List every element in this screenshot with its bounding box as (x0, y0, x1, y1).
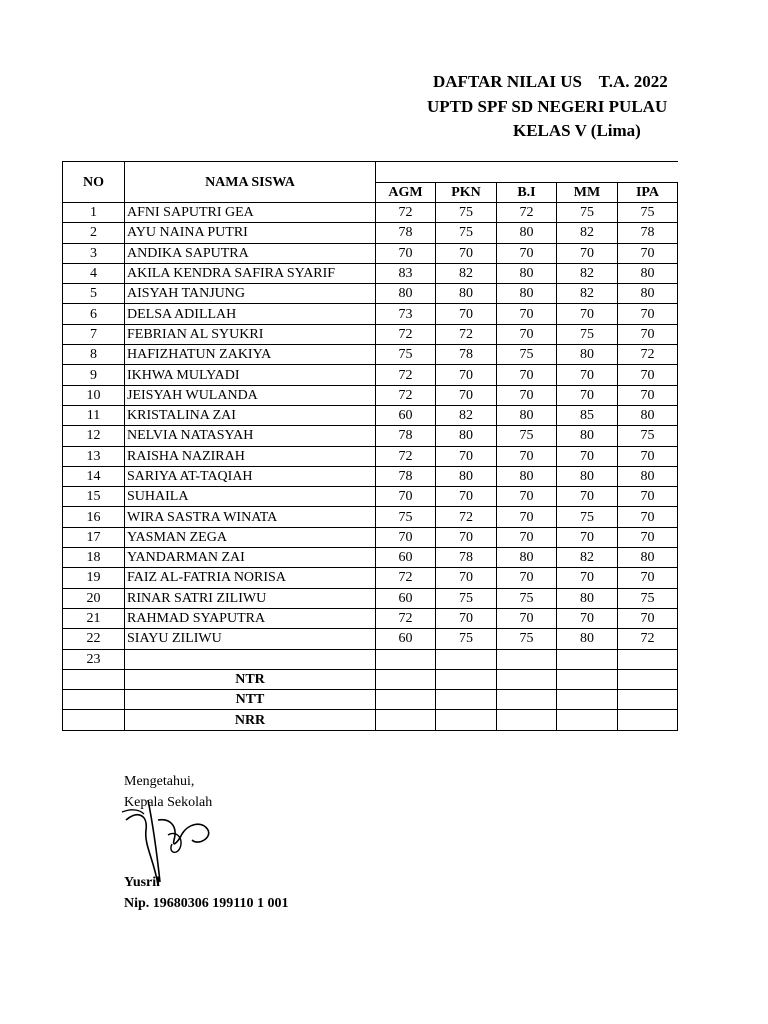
score-cell: 80 (497, 548, 557, 568)
score-cell: 78 (436, 345, 497, 365)
summary-cell (436, 690, 497, 710)
table-row (63, 629, 678, 649)
table-row (63, 223, 678, 243)
score-cell: 82 (557, 548, 618, 568)
score-cell: 80 (497, 405, 557, 425)
score-cell: 75 (557, 324, 618, 344)
student-name: HAFIZHATUN ZAKIYA (125, 345, 376, 365)
score-cell: 70 (618, 507, 678, 527)
table-row (63, 263, 678, 283)
summary-cell (436, 669, 497, 689)
score-cell (618, 649, 678, 669)
score-cell (557, 649, 618, 669)
score-cell: 70 (497, 487, 557, 507)
summary-cell (376, 690, 436, 710)
score-cell: 70 (436, 385, 497, 405)
score-cell: 82 (557, 284, 618, 304)
table-row (63, 243, 678, 263)
score-cell: 70 (376, 487, 436, 507)
student-name: SIAYU ZILIWU (125, 629, 376, 649)
summary-cell (376, 710, 436, 730)
score-cell: 60 (376, 588, 436, 608)
score-cell: 72 (618, 629, 678, 649)
score-cell: 60 (376, 548, 436, 568)
score-cell: 82 (557, 263, 618, 283)
score-cell: 80 (497, 284, 557, 304)
student-name: WIRA SASTRA WINATA (125, 507, 376, 527)
score-cell: 70 (497, 568, 557, 588)
score-cell: 70 (557, 304, 618, 324)
score-cell: 78 (376, 223, 436, 243)
score-cell: 80 (618, 405, 678, 425)
score-cell: 75 (376, 507, 436, 527)
score-cell: 70 (618, 527, 678, 547)
score-cell: 70 (436, 608, 497, 628)
score-cell: 70 (557, 243, 618, 263)
summary-cell (557, 710, 618, 730)
summary-cell (497, 690, 557, 710)
student-name: NELVIA NATASYAH (125, 426, 376, 446)
row-number: 3 (63, 243, 125, 263)
score-cell: 80 (557, 345, 618, 365)
score-cell: 75 (436, 588, 497, 608)
score-cell: 70 (497, 507, 557, 527)
summary-label: NTT (125, 690, 376, 710)
table-row (63, 487, 678, 507)
header-subject: IPA (618, 183, 678, 203)
score-cell: 73 (376, 304, 436, 324)
table-row (63, 365, 678, 385)
score-cell: 78 (376, 466, 436, 486)
score-cell: 70 (557, 568, 618, 588)
row-number: 18 (63, 548, 125, 568)
score-cell: 75 (618, 426, 678, 446)
score-cell: 70 (618, 365, 678, 385)
score-cell: 80 (497, 223, 557, 243)
row-number: 5 (63, 284, 125, 304)
score-cell: 70 (497, 304, 557, 324)
score-cell: 72 (376, 446, 436, 466)
row-number: 2 (63, 223, 125, 243)
row-number: 17 (63, 527, 125, 547)
row-number: 9 (63, 365, 125, 385)
row-number: 23 (63, 649, 125, 669)
table-row (63, 324, 678, 344)
student-name: YASMAN ZEGA (125, 527, 376, 547)
header-no: NO (63, 162, 125, 203)
summary-blank (63, 669, 125, 689)
score-cell: 70 (557, 487, 618, 507)
score-cell: 80 (618, 548, 678, 568)
row-number: 12 (63, 426, 125, 446)
row-number: 21 (63, 608, 125, 628)
student-name: ANDIKA SAPUTRA (125, 243, 376, 263)
score-cell: 83 (376, 263, 436, 283)
score-cell: 72 (618, 345, 678, 365)
score-cell: 70 (436, 304, 497, 324)
student-name: FAIZ AL-FATRIA NORISA (125, 568, 376, 588)
student-name: IKHWA MULYADI (125, 365, 376, 385)
score-cell: 75 (557, 203, 618, 223)
student-name: RAISHA NAZIRAH (125, 446, 376, 466)
score-cell: 80 (618, 466, 678, 486)
summary-cell (376, 669, 436, 689)
summary-row (63, 669, 678, 689)
row-number: 1 (63, 203, 125, 223)
row-number: 6 (63, 304, 125, 324)
score-cell: 70 (618, 304, 678, 324)
score-cell (497, 649, 557, 669)
table-row (63, 649, 678, 669)
score-cell: 72 (436, 324, 497, 344)
score-cell: 75 (436, 629, 497, 649)
score-cell: 70 (618, 385, 678, 405)
score-cell: 80 (376, 284, 436, 304)
score-cell: 75 (497, 345, 557, 365)
student-name: AKILA KENDRA SAFIRA SYARIF (125, 263, 376, 283)
score-cell: 80 (497, 466, 557, 486)
score-cell: 70 (557, 365, 618, 385)
score-cell: 80 (436, 426, 497, 446)
row-number: 19 (63, 568, 125, 588)
score-cell: 78 (618, 223, 678, 243)
score-cell: 70 (497, 608, 557, 628)
principal-nip: Nip. 19680306 199110 1 001 (124, 896, 289, 911)
score-cell: 70 (376, 527, 436, 547)
score-cell: 72 (376, 203, 436, 223)
score-cell: 75 (557, 507, 618, 527)
table-row (63, 466, 678, 486)
student-name (125, 649, 376, 669)
score-cell: 70 (436, 243, 497, 263)
score-cell: 70 (557, 527, 618, 547)
score-cell: 80 (436, 284, 497, 304)
summary-cell (557, 669, 618, 689)
score-cell: 60 (376, 405, 436, 425)
document-title: DAFTAR NILAI US T.A. 2022 (433, 72, 668, 91)
summary-blank (63, 690, 125, 710)
summary-cell (618, 669, 678, 689)
summary-row (63, 710, 678, 730)
score-cell (436, 649, 497, 669)
summary-cell (497, 669, 557, 689)
score-cell: 72 (376, 324, 436, 344)
class-name: KELAS V (Lima) (513, 121, 641, 140)
score-cell: 70 (436, 568, 497, 588)
score-cell: 75 (618, 203, 678, 223)
row-number: 7 (63, 324, 125, 344)
score-cell: 82 (557, 223, 618, 243)
grades-table (62, 161, 678, 731)
table-row (63, 588, 678, 608)
row-number: 20 (63, 588, 125, 608)
score-cell: 70 (557, 608, 618, 628)
score-cell: 70 (557, 446, 618, 466)
score-cell: 70 (436, 446, 497, 466)
score-cell: 80 (436, 466, 497, 486)
row-number: 13 (63, 446, 125, 466)
row-number: 16 (63, 507, 125, 527)
school-name: UPTD SPF SD NEGERI PULAU (427, 97, 668, 116)
score-cell: 80 (557, 588, 618, 608)
student-name: AISYAH TANJUNG (125, 284, 376, 304)
header-subject: AGM (376, 183, 436, 203)
score-cell: 70 (497, 385, 557, 405)
summary-row (63, 690, 678, 710)
summary-blank (63, 710, 125, 730)
table-row (63, 507, 678, 527)
summary-cell (436, 710, 497, 730)
score-cell (376, 649, 436, 669)
table-row (63, 568, 678, 588)
score-cell: 75 (618, 588, 678, 608)
table-row (63, 304, 678, 324)
table-row (63, 527, 678, 547)
header-name: NAMA SISWA (125, 162, 376, 203)
score-cell: 80 (557, 466, 618, 486)
score-cell: 72 (376, 608, 436, 628)
student-name: AYU NAINA PUTRI (125, 223, 376, 243)
table-row (63, 548, 678, 568)
summary-rows (63, 669, 678, 730)
score-cell: 80 (557, 629, 618, 649)
header-subject: B.I (497, 183, 557, 203)
principal-title: Kepala Sekolah (124, 795, 213, 810)
score-cell: 70 (618, 243, 678, 263)
score-cell: 60 (376, 629, 436, 649)
score-cell: 80 (557, 426, 618, 446)
summary-label: NTR (125, 669, 376, 689)
summary-cell (618, 710, 678, 730)
header-subject: MM (557, 183, 618, 203)
score-cell: 75 (497, 588, 557, 608)
score-cell: 70 (436, 487, 497, 507)
principal-name: Yusril (124, 875, 161, 890)
student-name: SARIYA AT-TAQIAH (125, 466, 376, 486)
student-name: SUHAILA (125, 487, 376, 507)
table-row (63, 608, 678, 628)
row-number: 22 (63, 629, 125, 649)
student-name: JEISYAH WULANDA (125, 385, 376, 405)
row-number: 8 (63, 345, 125, 365)
score-cell: 70 (497, 324, 557, 344)
score-cell: 75 (436, 223, 497, 243)
table-row (63, 426, 678, 446)
score-cell: 80 (618, 263, 678, 283)
score-cell: 72 (436, 507, 497, 527)
score-cell: 70 (436, 365, 497, 385)
score-cell: 70 (557, 385, 618, 405)
row-number: 11 (63, 405, 125, 425)
row-number: 4 (63, 263, 125, 283)
score-cell: 85 (557, 405, 618, 425)
score-cell: 70 (618, 446, 678, 466)
summary-cell (618, 690, 678, 710)
score-cell: 70 (497, 527, 557, 547)
student-name: FEBRIAN AL SYUKRI (125, 324, 376, 344)
acknowledged-label: Mengetahui, (124, 774, 195, 789)
score-cell: 75 (497, 629, 557, 649)
score-cell: 82 (436, 405, 497, 425)
table-row (63, 345, 678, 365)
score-cell: 78 (376, 426, 436, 446)
header-subject: PKN (436, 183, 497, 203)
student-name: KRISTALINA ZAI (125, 405, 376, 425)
grades-table-body (63, 203, 678, 670)
score-cell: 72 (497, 203, 557, 223)
score-cell: 70 (618, 324, 678, 344)
score-cell: 72 (376, 365, 436, 385)
table-row (63, 203, 678, 223)
score-cell: 70 (618, 487, 678, 507)
table-row (63, 446, 678, 466)
row-number: 14 (63, 466, 125, 486)
score-cell: 75 (436, 203, 497, 223)
summary-label: NRR (125, 710, 376, 730)
score-cell: 70 (436, 527, 497, 547)
row-number: 15 (63, 487, 125, 507)
score-cell: 75 (376, 345, 436, 365)
score-cell: 75 (497, 426, 557, 446)
student-name: AFNI SAPUTRI GEA (125, 203, 376, 223)
student-name: RINAR SATRI ZILIWU (125, 588, 376, 608)
score-cell: 78 (436, 548, 497, 568)
score-cell: 82 (436, 263, 497, 283)
score-cell: 70 (618, 568, 678, 588)
score-cell: 70 (376, 243, 436, 263)
summary-cell (557, 690, 618, 710)
student-name: YANDARMAN ZAI (125, 548, 376, 568)
score-cell: 72 (376, 568, 436, 588)
score-cell: 80 (618, 284, 678, 304)
score-cell: 70 (618, 608, 678, 628)
student-name: RAHMAD SYAPUTRA (125, 608, 376, 628)
table-row (63, 385, 678, 405)
score-cell: 70 (497, 365, 557, 385)
score-cell: 80 (497, 263, 557, 283)
score-cell: 72 (376, 385, 436, 405)
table-row (63, 405, 678, 425)
row-number: 10 (63, 385, 125, 405)
score-cell: 70 (497, 243, 557, 263)
table-row (63, 284, 678, 304)
header-subject-group (376, 162, 678, 183)
summary-cell (497, 710, 557, 730)
student-name: DELSA ADILLAH (125, 304, 376, 324)
score-cell: 70 (497, 446, 557, 466)
